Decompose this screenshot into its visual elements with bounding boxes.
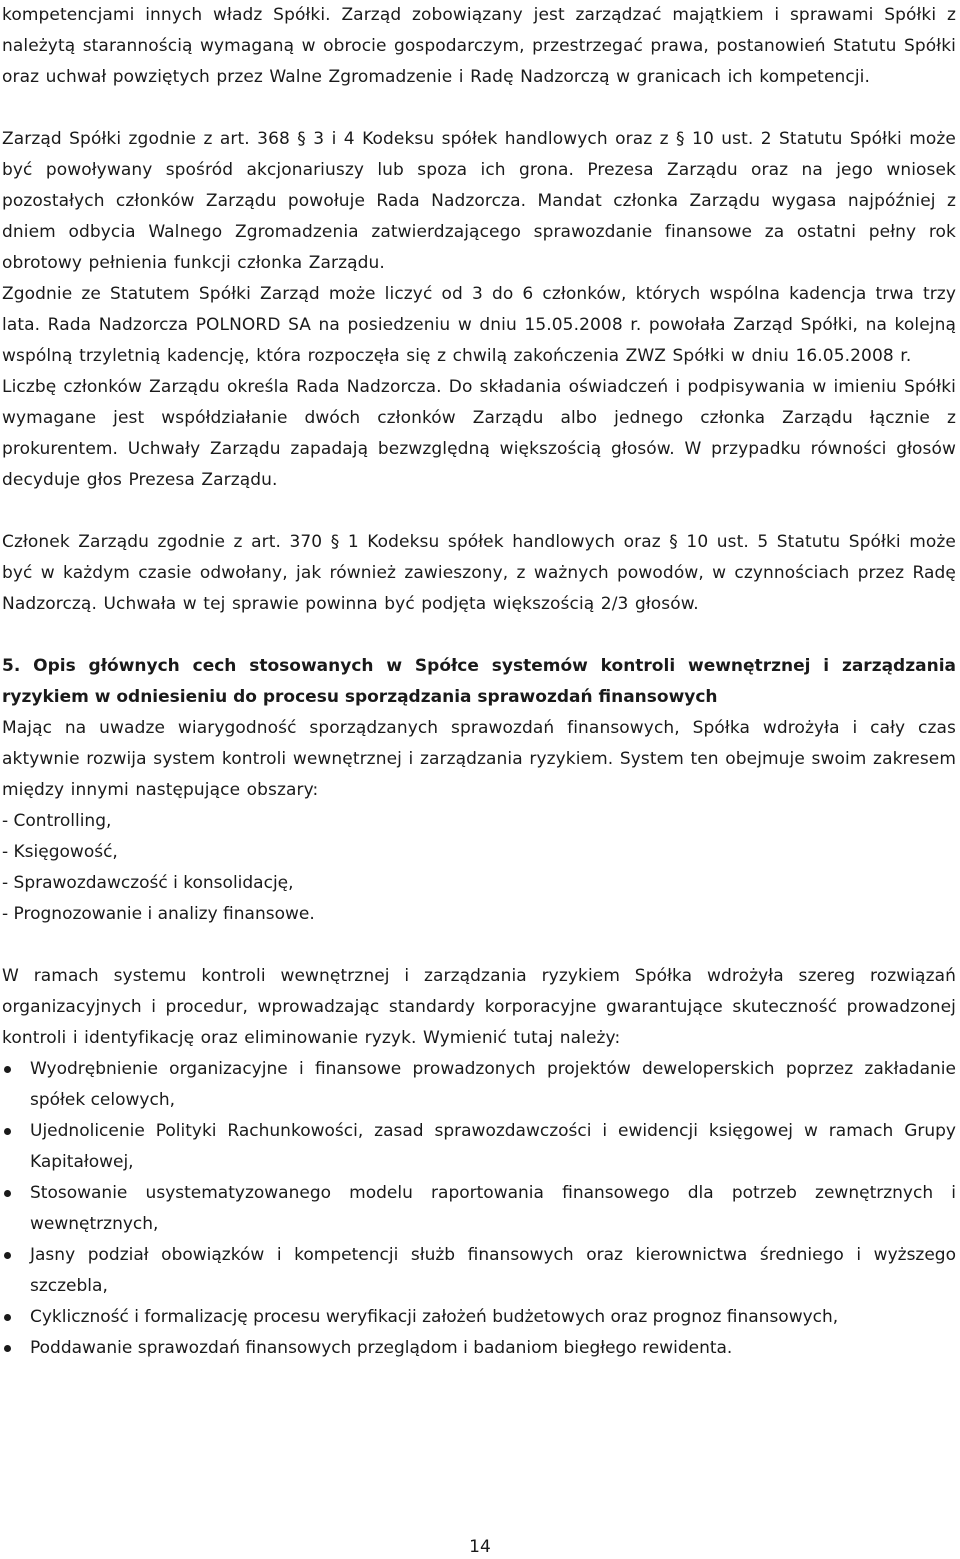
bullet-text: Ujednolicenie Polityki Rachunkowości, zasad sprawozdawczości i ewidencji księgowej w ramach Grupy Kapitałowej,: [30, 1121, 956, 1172]
bullet-text: Jasny podział obowiązków i kompetencji służb finansowych oraz kierownictwa średniego i wyższego szczebla,: [30, 1245, 956, 1296]
bullet-list-item: [2, 1333, 956, 1364]
spacer: [2, 93, 956, 124]
list-item: - Sprawozdawczość i konsolidację,: [2, 873, 294, 893]
bullet-list: [2, 1054, 956, 1364]
bullet-text: Cykliczność i formalizację procesu weryfikacji założeń budżetowych oraz prognoz finansowych,: [30, 1307, 839, 1327]
page-number: 14: [469, 1537, 491, 1557]
paragraph-control-measures-intro: W ramach systemu kontroli wewnętrznej i zarządzania ryzykiem Spółka wdrożyła szereg rozwiązań organizacyjnych i procedur, wprowadzając standardy korporacyjne gwarantujące skuteczność prowadzonej kontroli i identyfikację oraz eliminowanie ryzyk. Wymienić tutaj należy:: [2, 966, 956, 1048]
paragraph-board-dismissal: Członek Zarządu zgodnie z art. 370 § 1 Kodeksu spółek handlowych oraz § 10 ust. 5 Statutu Spółki może być w każdym czasie odwołany, jak również zawieszony, z ważnych powodów, w czynnościach przez Radę Nadzorczą. Uchwała w tej sprawie powinna być podjęta większością 2/3 głosów.: [2, 532, 956, 614]
bullet-list-item: [2, 1240, 956, 1302]
bullet-text: Stosowanie usystematyzowanego modelu raportowania finansowego dla potrzeb zewnętrznych i wewnętrznych,: [30, 1183, 956, 1234]
paragraph-board-appointment: Zarząd Spółki zgodnie z art. 368 § 3 i 4 Kodeksu spółek handlowych oraz z § 10 ust. 2 Statutu Spółki może być powoływany spośród akcjonariuszy lub spoza ich grona. Prezesa Zarządu oraz na jego wniosek pozostałych członków Zarządu powołuje Rada Nadzorcza. Mandat członka Zarządu wygasa najpóźniej z dniem odbycia Walnego Zgromadzenia zatwierdzającego sprawozdanie finansowe za ostatni pełny rok obrotowy pełnienia funkcji członka Zarządu.: [2, 129, 956, 273]
section-heading: 5. Opis głównych cech stosowanych w Spółce systemów kontroli wewnętrznej i zarządzania ryzykiem w odniesieniu do procesu sporządzania sprawozdań finansowych: [2, 656, 956, 707]
bullet-icon: [4, 1252, 11, 1259]
list-item: - Prognozowanie i analizy finansowe.: [2, 904, 315, 924]
bullet-icon: [4, 1345, 11, 1352]
bullet-list-item: [2, 1054, 956, 1116]
paragraph-board-composition: Zgodnie ze Statutem Spółki Zarząd może liczyć od 3 do 6 członków, których wspólna kadencja trwa trzy lata. Rada Nadzorcza POLNORD SA na posiedzeniu w dniu 15.05.2008 r. powołała Zarząd Spółki, na kolejną wspólną trzyletnią kadencję, która rozpoczęła się z chwilą zakończenia ZWZ Spółki w dniu 16.05.2008 r.: [2, 284, 956, 366]
spacer: [2, 620, 956, 651]
bullet-icon: [4, 1128, 11, 1135]
bullet-text: Poddawanie sprawozdań finansowych przeglądom i badaniom biegłego rewidenta.: [30, 1338, 733, 1358]
bullet-icon: [4, 1066, 11, 1073]
bullet-icon: [4, 1190, 11, 1197]
bullet-icon: [4, 1314, 11, 1321]
bullet-list-item: [2, 1302, 956, 1333]
spacer: [2, 496, 956, 527]
dash-list: [2, 806, 956, 930]
list-item: - Księgowość,: [2, 842, 118, 862]
bullet-list-item: [2, 1178, 956, 1240]
paragraph-board-representation: Liczbę członków Zarządu określa Rada Nadzorcza. Do składania oświadczeń i podpisywania w imieniu Spółki wymagane jest współdziałanie dwóch członków Zarządu albo jednego członka Zarządu łącznie z prokurentem. Uchwały Zarządu zapadają bezwzględną większością głosów. W przypadku równości głosów decyduje głos Prezesa Zarządu.: [2, 377, 956, 490]
bullet-text: Wyodrębnienie organizacyjne i finansowe prowadzonych projektów deweloperskich poprzez zakładanie spółek celowych,: [30, 1059, 956, 1110]
paragraph-board-duties: kompetencjami innych władz Spółki. Zarząd zobowiązany jest zarządzać majątkiem i sprawami Spółki z należytą starannością wymaganą w obrocie gospodarczym, przestrzegać prawa, postanowień Statutu Spółki oraz uchwał powziętych przez Walne Zgromadzenie i Radę Nadzorczą w granicach ich kompetencji.: [2, 5, 956, 87]
list-item: - Controlling,: [2, 811, 112, 831]
spacer: [2, 930, 956, 961]
paragraph-control-system-intro: Mając na uwadze wiarygodność sporządzanych sprawozdań finansowych, Spółka wdrożyła i cały czas aktywnie rozwija system kontroli wewnętrznej i zarządzania ryzykiem. System ten obejmuje swoim zakresem między innymi następujące obszary:: [2, 718, 956, 800]
bullet-list-item: [2, 1116, 956, 1178]
